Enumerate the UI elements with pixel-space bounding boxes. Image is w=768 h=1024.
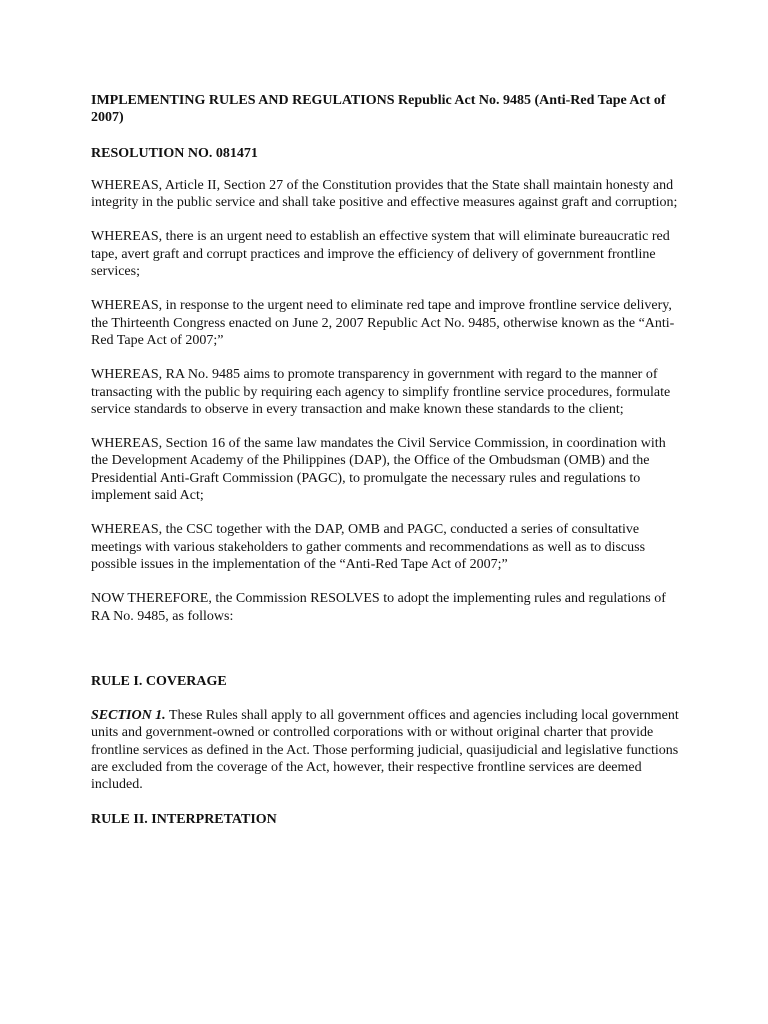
section-1-text: These Rules shall apply to all government offices and agencies including local government units and government-owned or controlled corporations with or without original charter that provide frontline services as defined in the Act. Those performing judicial, quasijudicial and legislative functions are excluded from the coverage of the Act, however, their respective frontline services are deemed included. <box>91 708 679 793</box>
whereas-paragraph: WHEREAS, RA No. 9485 aims to promote transparency in government with regard to the manner of transacting with the public by requiring each agency to simplify frontline service procedures, formulate service standards to observe in every transaction and make known these standards to the client; <box>91 367 671 417</box>
whereas-paragraph: WHEREAS, there is an urgent need to establish an effective system that will eliminate bureaucratic red tape, avert graft and corrupt practices and improve the efficiency of delivery of government frontline services; <box>91 229 670 280</box>
whereas-paragraph: WHEREAS, in response to the urgent need to eliminate red tape and improve frontline service delivery, the Thirteenth Congress enacted on June 2, 2007 Republic Act No. 9485, otherwise known as the “Anti-Red Tape Act of 2007;” <box>91 298 675 348</box>
rule-heading-interpretation: RULE II. INTERPRETATION <box>91 811 277 827</box>
section-1-paragraph <box>91 707 681 793</box>
whereas-paragraph: WHEREAS, the CSC together with the DAP, OMB and PAGC, conducted a series of consultative meetings with various stakeholders to gather comments and recommendations as well as to discuss possible issues in the implementation of the “Anti-Red Tape Act of 2007;” <box>91 522 646 572</box>
document-title: IMPLEMENTING RULES AND REGULATIONS Republic Act No. 9485 (Anti-Red Tape Act of 2007) <box>91 93 666 126</box>
whereas-paragraph: WHEREAS, Section 16 of the same law mandates the Civil Service Commission, in coordination with the Development Academy of the Philippines (DAP), the Office of the Ombudsman (OMB) and the Presidential Anti-Graft Commission (PAGC), to promulgate the necessary rules and regulations to implement said Act; <box>91 436 666 504</box>
resolves-paragraph: NOW THEREFORE, the Commission RESOLVES to adopt the implementing rules and regulations of RA No. 9485, as follows: <box>91 591 666 624</box>
rule-heading-coverage: RULE I. COVERAGE <box>91 673 227 689</box>
section-1-label: SECTION 1. <box>91 708 166 724</box>
resolution-number: RESOLUTION NO. 081471 <box>91 145 258 161</box>
document-page <box>91 92 681 828</box>
whereas-paragraph: WHEREAS, Article II, Section 27 of the Constitution provides that the State shall maintain honesty and integrity in the public service and shall take positive and effective measures against graft and corruption; <box>91 177 678 211</box>
